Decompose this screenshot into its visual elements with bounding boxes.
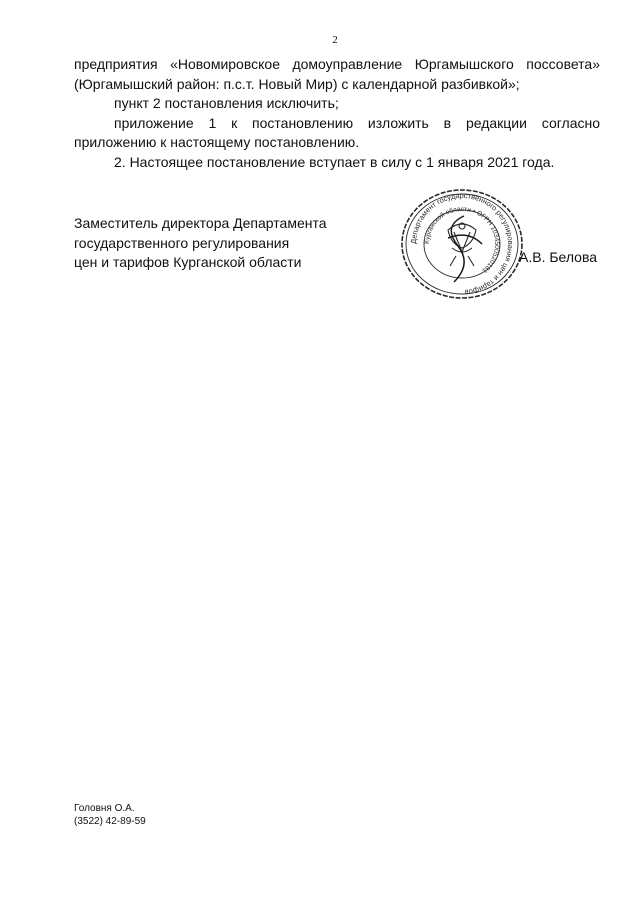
signatory-position: [74, 214, 374, 273]
page-number: 2: [332, 34, 338, 46]
body-paragraph-4: 2. Настоящее постановление вступает в силу с 1 января 2021 года.: [114, 153, 555, 170]
body-paragraph-1: предприятия «Новомировское домоуправление Юргамышского поссовета» (Юргамышский район: п.с.т. Новый Мир) с календарной разбивкой»;: [74, 56, 600, 92]
signatory-position-line-3: цен и тарифов Курганской области: [74, 254, 302, 270]
signatory-position-line-1: Заместитель директора Департамента: [74, 215, 327, 231]
document-body: [74, 55, 600, 172]
svg-text:Курганской области • ОГРН 1034: Курганской области • ОГРН 1034500520181: [423, 205, 501, 275]
signer-name: А.В. Белова: [519, 249, 598, 265]
executor-name: Головня О.А.: [74, 803, 135, 814]
body-paragraph-3: приложение 1 к постановлению изложить в редакции согласно приложению к настоящему постановлению.: [74, 114, 600, 150]
signatory-position-line-2: государственного регулирования: [74, 234, 290, 251]
svg-text:Департамент государственного р: Департамент государственного регулирования цен и тарифов: [408, 190, 516, 297]
executor-info: [74, 802, 146, 828]
body-paragraph-2: пункт 2 постановления исключить;: [114, 95, 339, 111]
executor-phone: (3522) 42-89-59: [74, 816, 146, 827]
official-seal-stamp: [398, 186, 526, 302]
seal-graphic: [398, 186, 526, 302]
